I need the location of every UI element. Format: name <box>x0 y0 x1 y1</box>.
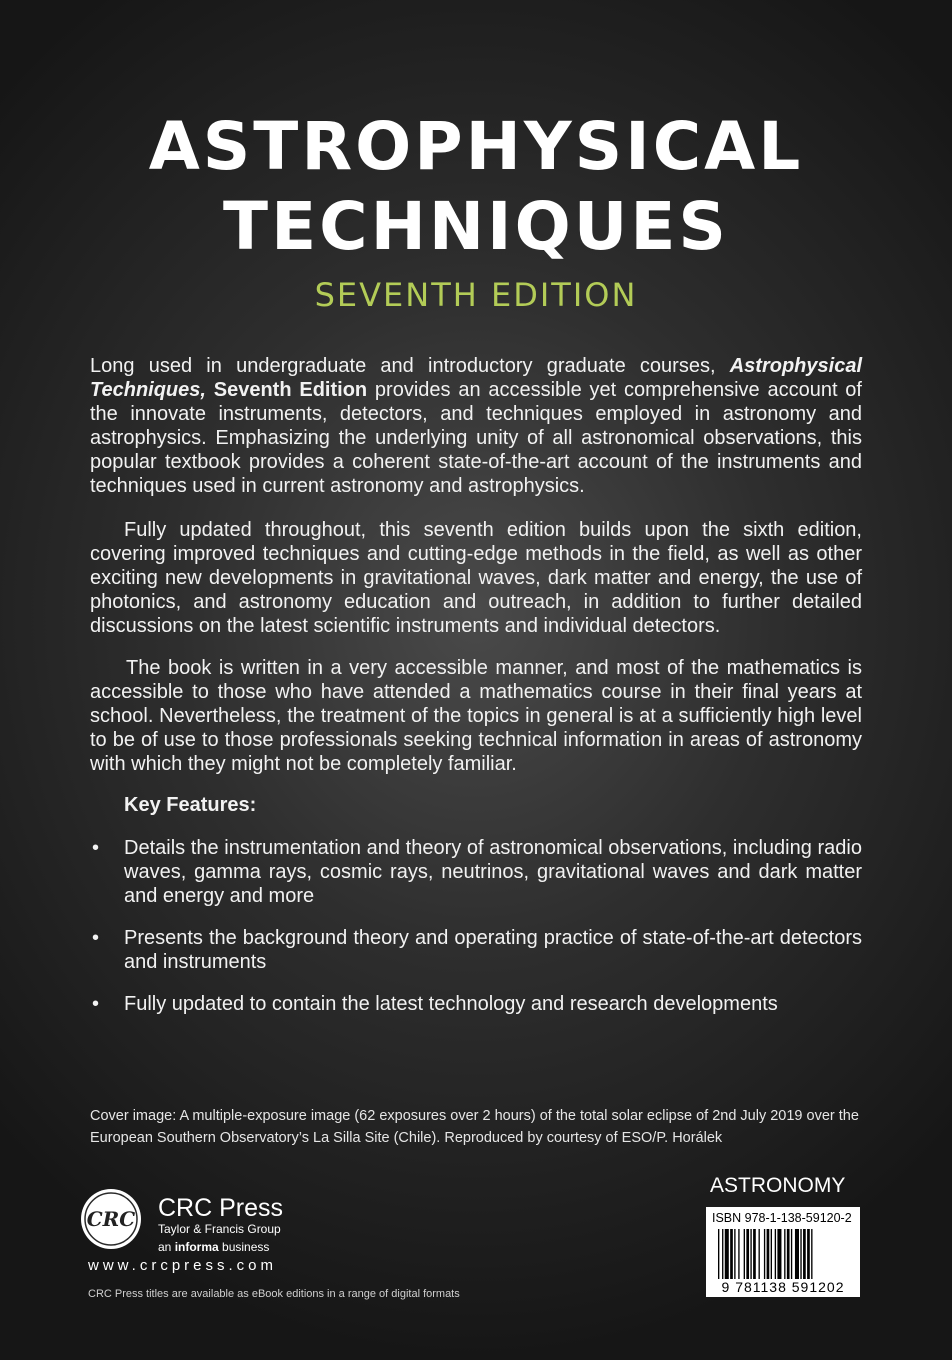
business-informa: informa <box>174 1240 219 1254</box>
publisher-group: Taylor & Francis Group <box>158 1222 281 1236</box>
description-paragraph-2: Fully updated throughout, this seventh edition builds upon the sixth edition, covering improved techniques and cutting-edge methods in the field, as well as other exciting new developments in gravitational waves, dark matter and energy, the use of photonics, and astronomy education and outreach, in addition to further detailed discussions on the latest scientific instruments and individual detectors. <box>90 519 862 637</box>
crc-logo-icon <box>80 1188 142 1250</box>
barcode-bar <box>753 1229 756 1279</box>
key-feature-item <box>90 836 862 908</box>
bullet-icon: • <box>92 927 100 949</box>
key-feature-text: Details the instrumentation and theory of astronomical observations, including radio waves, gamma rays, cosmic rays, neutrinos, gravitational waves and dark matter and energy and more <box>124 837 862 907</box>
bullet-icon: • <box>92 993 100 1015</box>
crc-logo-text: CRC <box>86 1207 136 1231</box>
barcode-bar <box>750 1229 751 1279</box>
barcode-bar <box>759 1229 760 1279</box>
title-line-1: ASTROPHYSICAL <box>148 108 804 185</box>
barcode-bar <box>784 1229 785 1279</box>
key-feature-text: Presents the background theory and operating practice of state-of-the-art detectors and instruments <box>124 927 862 973</box>
key-features-heading: Key Features: <box>124 794 257 816</box>
isbn-label: ISBN 978-1-138-59120-2 <box>712 1211 852 1225</box>
barcode-bar <box>767 1229 770 1279</box>
barcode-bar <box>738 1229 739 1279</box>
barcode-bar <box>771 1229 772 1279</box>
bullet-icon: • <box>92 837 100 859</box>
barcode-bar <box>787 1229 790 1279</box>
subject-label: ASTRONOMY <box>710 1174 846 1197</box>
barcode-bar <box>775 1229 776 1279</box>
barcode-bar <box>777 1229 781 1279</box>
barcode-bar <box>722 1229 723 1279</box>
key-feature-item <box>90 926 862 974</box>
cover-image-caption: Cover image: A multiple-exposure image (62 exposures over 2 hours) of the total solar eclipse of 2nd July 2019 over the European Southern Observatory’s La Silla Site (Chile). Reproduced by courtesy of ESO/P. Horálek <box>90 1108 859 1146</box>
barcode-bar <box>746 1229 749 1279</box>
ebook-note: CRC Press titles are available as eBook editions in a range of digital formats <box>88 1288 460 1300</box>
barcode-bar <box>791 1229 792 1279</box>
p1-start: Long used in undergraduate and introductory graduate courses, <box>90 355 730 377</box>
description-paragraph-1 <box>90 354 862 498</box>
business-prefix: an <box>158 1240 175 1254</box>
barcode-bar <box>744 1229 745 1279</box>
publisher-business <box>158 1240 269 1254</box>
barcode-number: 9 781138 591202 <box>721 1279 845 1295</box>
barcode-bar <box>764 1229 765 1279</box>
barcode-bars <box>716 1229 852 1281</box>
barcode-bar <box>725 1229 729 1279</box>
publisher-name: CRC Press <box>158 1194 284 1222</box>
key-feature-text: Fully updated to contain the latest technology and research developments <box>124 993 778 1015</box>
isbn-barcode <box>706 1207 860 1297</box>
publisher-url[interactable]: www.crcpress.com <box>88 1257 278 1274</box>
p1-italic-title: Astrophysical Techniques, <box>90 355 862 401</box>
barcode-bar <box>800 1229 801 1279</box>
p1-rest: provides an accessible yet comprehensive account of the innovate instruments, detectors, and techniques employed in astronomy and astrophysics. Emphasizing the underlying unity of all astronomical observations, this popular textbook provides a coherent state-of-the-art account of the instruments and techniques used in current astronomy and astrophysics. <box>90 379 862 497</box>
key-feature-item <box>90 992 862 1016</box>
title-line-2: TECHNIQUES <box>223 188 729 265</box>
barcode-bar <box>795 1229 799 1279</box>
barcode-bar <box>807 1229 810 1279</box>
key-features-list <box>90 836 862 1034</box>
business-suffix: business <box>218 1240 270 1254</box>
barcode-bar <box>718 1229 719 1279</box>
p1-bold-edition: Seventh Edition <box>205 379 368 401</box>
barcode-bar <box>803 1229 806 1279</box>
barcode-bar <box>730 1229 733 1279</box>
description-paragraph-3: The book is written in a very accessible manner, and most of the mathematics is accessible to those who have attended a mathematics course in their final years at school. Nevertheless, the treatment of the topics in general is at a sufficiently high level to be of use to those professionals seeking technical information in areas of astronomy with which they might not be completely familiar. <box>90 657 862 775</box>
barcode-bar <box>734 1229 735 1279</box>
barcode-bar <box>811 1229 812 1279</box>
edition-subtitle: SEVENTH EDITION <box>314 276 638 314</box>
